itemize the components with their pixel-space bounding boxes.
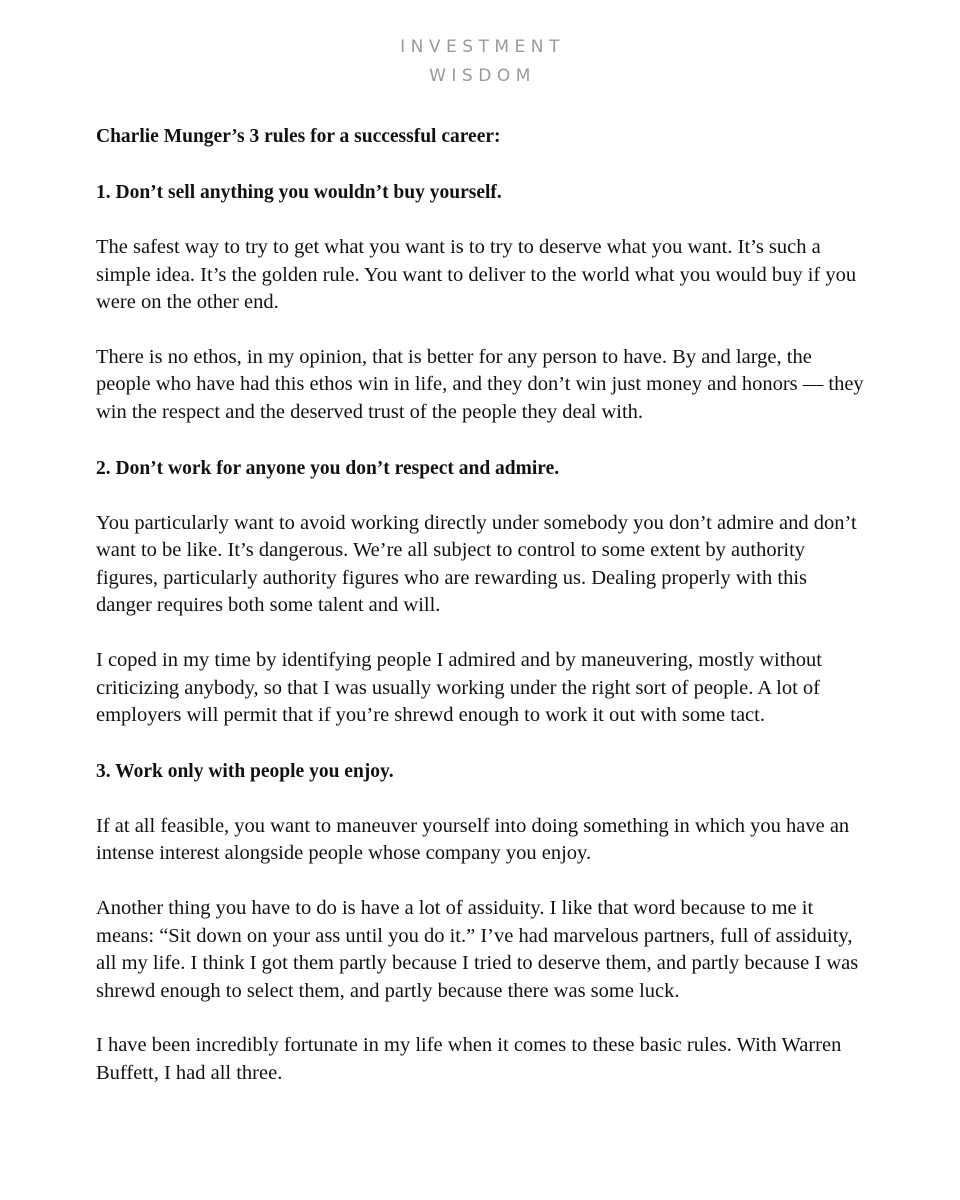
brand-logo xyxy=(96,0,864,91)
rule-1-paragraph-2: There is no ethos, in my opinion, that is better for any person to have. By and large, the people who have had this ethos win in life, and they don’t win just money and honors — they win the respect and the deserved trust of the people they deal with. xyxy=(96,345,864,423)
rule-3-heading: 3. Work only with people you enjoy. xyxy=(96,760,394,782)
rule-3-paragraph-1: If at all feasible, you want to maneuver yourself into doing something in which you have an intense interest alongside people whose company you enjoy. xyxy=(96,814,850,865)
intro-heading: Charlie Munger’s 3 rules for a successful career: xyxy=(96,126,501,147)
rule-3-paragraph-2: Another thing you have to do is have a lot of assiduity. I like that word because to me it means: “Sit down on your ass until you do it.” I’ve had marvelous partners, full of assiduity, all my life. I think I got them partly because I tried to deserve them, and partly because I was shrewd enough to select them, and partly because there was some luck. xyxy=(96,896,859,1002)
rule-3-paragraph-3: I have been incredibly fortunate in my life when it comes to these basic rules. With Warren Buffett, I had all three. xyxy=(96,1034,842,1084)
rule-2-paragraph-2: I coped in my time by identifying people I admired and by maneuvering, mostly without criticizing anybody, so that I was usually working under the right sort of people. A lot of employers will permit that if you’re shrewd enough to work it out with some tact. xyxy=(96,648,822,727)
rule-2 xyxy=(96,455,864,730)
rule-1 xyxy=(96,179,864,427)
rule-1-paragraph-1: The safest way to try to get what you want is to try to deserve what you want. It’s such a simple idea. It’s the golden rule. You want to deliver to the world what you would buy if you were on the other end. xyxy=(96,236,857,314)
brand-line-1: INVESTMENT xyxy=(400,37,565,57)
rule-2-heading: 2. Don’t work for anyone you don’t respect and admire. xyxy=(96,457,560,479)
rule-1-heading: 1. Don’t sell anything you wouldn’t buy yourself. xyxy=(96,182,502,203)
brand-line-2: WISDOM xyxy=(429,66,536,86)
rule-3 xyxy=(96,758,864,1088)
rule-2-paragraph-1: You particularly want to avoid working directly under somebody you don’t admire and don’t want to be like. It’s dangerous. We’re all subject to control to some extent by authority figures, particularly authority figures who are rewarding us. Dealing properly with this danger requires both some talent and will. xyxy=(96,511,857,617)
